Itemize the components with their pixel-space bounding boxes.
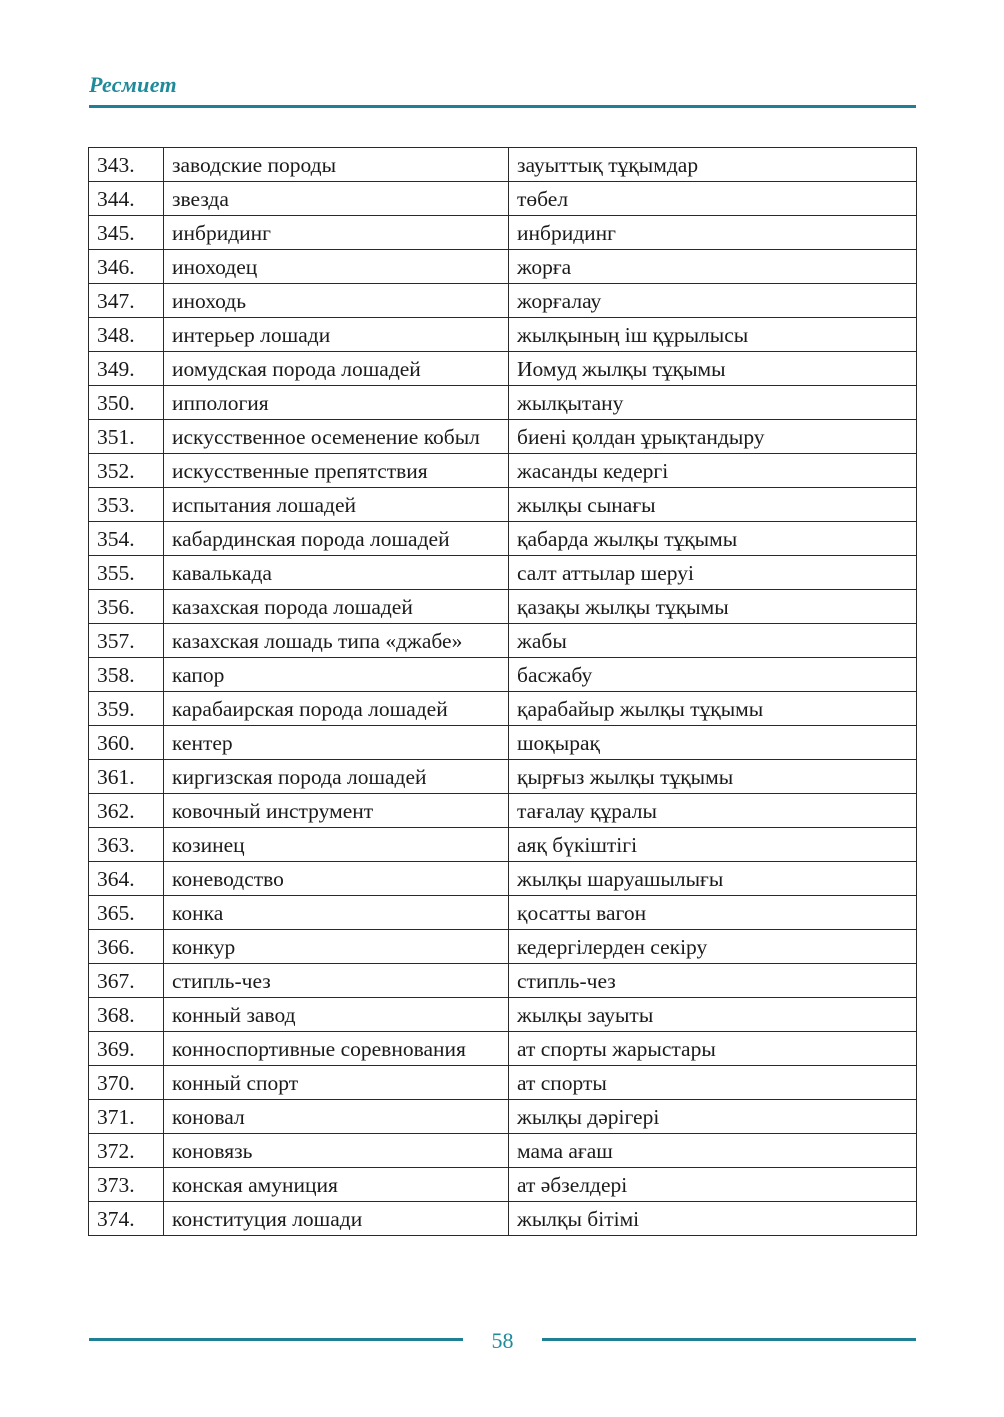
- kazakh-term-cell: ат спорты: [509, 1066, 917, 1100]
- term-number-cell: 353.: [89, 488, 164, 522]
- term-number-cell: 362.: [89, 794, 164, 828]
- kazakh-term-cell: ат әбзелдері: [509, 1168, 917, 1202]
- term-number-cell: 357.: [89, 624, 164, 658]
- table-row: [89, 522, 917, 556]
- term-number-cell: 369.: [89, 1032, 164, 1066]
- term-number-cell: 367.: [89, 964, 164, 998]
- term-number-cell: 356.: [89, 590, 164, 624]
- term-number-cell: 366.: [89, 930, 164, 964]
- term-number-cell: 358.: [89, 658, 164, 692]
- table-row: [89, 828, 917, 862]
- russian-term-cell: иппология: [164, 386, 509, 420]
- table-row: [89, 318, 917, 352]
- kazakh-term-cell: стипль-чез: [509, 964, 917, 998]
- kazakh-term-cell: басжабу: [509, 658, 917, 692]
- kazakh-term-cell: жылқы шаруашылығы: [509, 862, 917, 896]
- russian-term-cell: конноспортивные соревнования: [164, 1032, 509, 1066]
- russian-term-cell: иомудская порода лошадей: [164, 352, 509, 386]
- russian-term-cell: кабардинская порода лошадей: [164, 522, 509, 556]
- term-number-cell: 354.: [89, 522, 164, 556]
- term-number-cell: 346.: [89, 250, 164, 284]
- table-row: [89, 964, 917, 998]
- russian-term-cell: конный завод: [164, 998, 509, 1032]
- kazakh-term-cell: аяқ бүкіштігі: [509, 828, 917, 862]
- term-number-cell: 345.: [89, 216, 164, 250]
- kazakh-term-cell: жасанды кедергі: [509, 454, 917, 488]
- term-number-cell: 364.: [89, 862, 164, 896]
- kazakh-term-cell: инбридинг: [509, 216, 917, 250]
- russian-term-cell: кавалькада: [164, 556, 509, 590]
- term-number-cell: 360.: [89, 726, 164, 760]
- table-row: [89, 1134, 917, 1168]
- term-number-cell: 363.: [89, 828, 164, 862]
- glossary-body: [89, 148, 917, 1236]
- table-row: [89, 726, 917, 760]
- russian-term-cell: ковочный инструмент: [164, 794, 509, 828]
- russian-term-cell: инбридинг: [164, 216, 509, 250]
- kazakh-term-cell: төбел: [509, 182, 917, 216]
- table-row: [89, 692, 917, 726]
- russian-term-cell: капор: [164, 658, 509, 692]
- table-row: [89, 658, 917, 692]
- table-row: [89, 420, 917, 454]
- table-row: [89, 896, 917, 930]
- kazakh-term-cell: зауыттық тұқымдар: [509, 148, 917, 182]
- term-number-cell: 374.: [89, 1202, 164, 1236]
- table-row: [89, 1032, 917, 1066]
- table-row: [89, 590, 917, 624]
- table-row: [89, 250, 917, 284]
- kazakh-term-cell: қосатты вагон: [509, 896, 917, 930]
- russian-term-cell: искусственное осеменение кобыл: [164, 420, 509, 454]
- kazakh-term-cell: биені қолдан ұрықтандыру: [509, 420, 917, 454]
- kazakh-term-cell: салт аттылар шеруі: [509, 556, 917, 590]
- term-number-cell: 349.: [89, 352, 164, 386]
- glossary-table: [88, 147, 917, 1236]
- kazakh-term-cell: жылқы бітімі: [509, 1202, 917, 1236]
- russian-term-cell: казахская лошадь типа «джабе»: [164, 624, 509, 658]
- kazakh-term-cell: қазақы жылқы тұқымы: [509, 590, 917, 624]
- kazakh-term-cell: жорғалау: [509, 284, 917, 318]
- russian-term-cell: коневодство: [164, 862, 509, 896]
- table-row: [89, 624, 917, 658]
- footer-rule-right: [542, 1338, 916, 1341]
- kazakh-term-cell: жорға: [509, 250, 917, 284]
- russian-term-cell: иноходец: [164, 250, 509, 284]
- russian-term-cell: интерьер лошади: [164, 318, 509, 352]
- kazakh-term-cell: жабы: [509, 624, 917, 658]
- running-header-title: Ресмиет: [89, 72, 177, 97]
- kazakh-term-cell: кедергілерден секіру: [509, 930, 917, 964]
- russian-term-cell: конская амуниция: [164, 1168, 509, 1202]
- term-number-cell: 350.: [89, 386, 164, 420]
- kazakh-term-cell: жылқы сынағы: [509, 488, 917, 522]
- table-row: [89, 454, 917, 488]
- table-row: [89, 1066, 917, 1100]
- kazakh-term-cell: жылқының іш құрылысы: [509, 318, 917, 352]
- kazakh-term-cell: қырғыз жылқы тұқымы: [509, 760, 917, 794]
- kazakh-term-cell: тағалау құралы: [509, 794, 917, 828]
- russian-term-cell: звезда: [164, 182, 509, 216]
- russian-term-cell: испытания лошадей: [164, 488, 509, 522]
- term-number-cell: 373.: [89, 1168, 164, 1202]
- table-row: [89, 1100, 917, 1134]
- table-row: [89, 794, 917, 828]
- table-row: [89, 352, 917, 386]
- russian-term-cell: искусственные препятствия: [164, 454, 509, 488]
- term-number-cell: 352.: [89, 454, 164, 488]
- term-number-cell: 359.: [89, 692, 164, 726]
- term-number-cell: 343.: [89, 148, 164, 182]
- russian-term-cell: казахская порода лошадей: [164, 590, 509, 624]
- table-row: [89, 930, 917, 964]
- russian-term-cell: конка: [164, 896, 509, 930]
- table-row: [89, 148, 917, 182]
- term-number-cell: 361.: [89, 760, 164, 794]
- table-row: [89, 488, 917, 522]
- term-number-cell: 365.: [89, 896, 164, 930]
- kazakh-term-cell: қарабайыр жылқы тұқымы: [509, 692, 917, 726]
- kazakh-term-cell: ат спорты жарыстары: [509, 1032, 917, 1066]
- kazakh-term-cell: жылқытану: [509, 386, 917, 420]
- term-number-cell: 348.: [89, 318, 164, 352]
- table-row: [89, 216, 917, 250]
- russian-term-cell: коновал: [164, 1100, 509, 1134]
- table-row: [89, 1168, 917, 1202]
- russian-term-cell: стипль-чез: [164, 964, 509, 998]
- kazakh-term-cell: шоқырақ: [509, 726, 917, 760]
- term-number-cell: 351.: [89, 420, 164, 454]
- table-row: [89, 284, 917, 318]
- russian-term-cell: иноходь: [164, 284, 509, 318]
- russian-term-cell: конкур: [164, 930, 509, 964]
- term-number-cell: 372.: [89, 1134, 164, 1168]
- term-number-cell: 368.: [89, 998, 164, 1032]
- term-number-cell: 370.: [89, 1066, 164, 1100]
- russian-term-cell: заводские породы: [164, 148, 509, 182]
- table-row: [89, 386, 917, 420]
- russian-term-cell: киргизская порода лошадей: [164, 760, 509, 794]
- term-number-cell: 355.: [89, 556, 164, 590]
- kazakh-term-cell: жылқы зауыты: [509, 998, 917, 1032]
- header-rule: [89, 105, 916, 108]
- page-number: 58: [491, 1328, 514, 1353]
- russian-term-cell: конный спорт: [164, 1066, 509, 1100]
- russian-term-cell: карабаирская порода лошадей: [164, 692, 509, 726]
- term-number-cell: 344.: [89, 182, 164, 216]
- russian-term-cell: коновязь: [164, 1134, 509, 1168]
- table-row: [89, 862, 917, 896]
- table-row: [89, 998, 917, 1032]
- kazakh-term-cell: жылқы дәрігері: [509, 1100, 917, 1134]
- term-number-cell: 371.: [89, 1100, 164, 1134]
- kazakh-term-cell: Иомуд жылқы тұқымы: [509, 352, 917, 386]
- kazakh-term-cell: қабарда жылқы тұқымы: [509, 522, 917, 556]
- table-row: [89, 760, 917, 794]
- footer-rule-left: [89, 1338, 463, 1341]
- russian-term-cell: кентер: [164, 726, 509, 760]
- kazakh-term-cell: мама ағаш: [509, 1134, 917, 1168]
- russian-term-cell: конституция лошади: [164, 1202, 509, 1236]
- term-number-cell: 347.: [89, 284, 164, 318]
- table-row: [89, 1202, 917, 1236]
- russian-term-cell: козинец: [164, 828, 509, 862]
- table-row: [89, 556, 917, 590]
- table-row: [89, 182, 917, 216]
